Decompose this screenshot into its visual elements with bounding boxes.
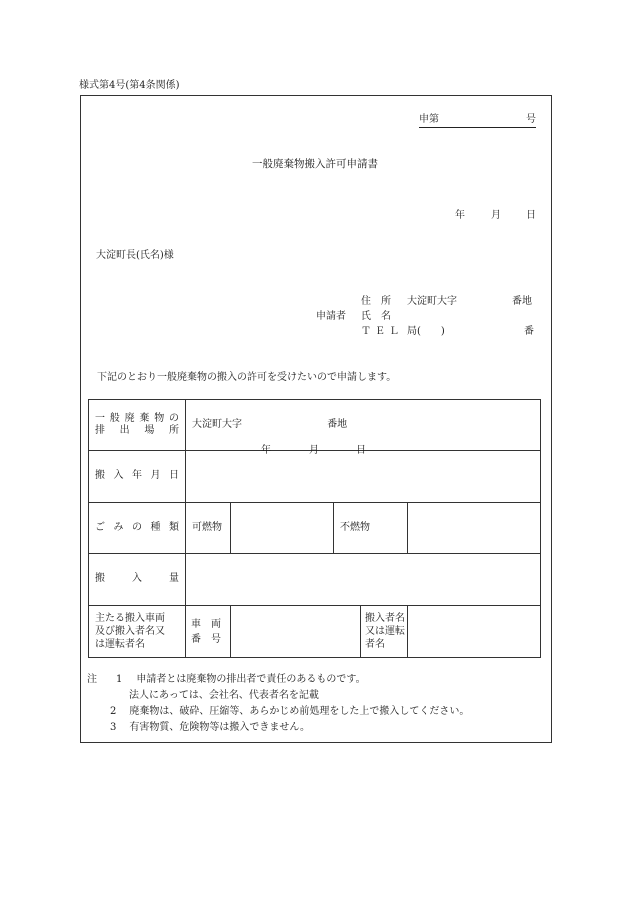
table-row-discharge: [89, 400, 541, 451]
vehicle-number-label: 車 両 番 号: [186, 606, 231, 658]
name-label: 氏 名: [361, 311, 391, 322]
tel-value: 局( ): [407, 326, 445, 337]
note-1: 注 1 申請者とは廃棄物の排出者で責任のあるものです。: [87, 674, 366, 685]
tel-suffix: 番: [524, 326, 534, 337]
discharge-value-cell: [186, 400, 541, 451]
amount-value-cell: [186, 554, 541, 606]
note-1-continued: 法人にあっては、会社名、代表者名を記載: [129, 690, 319, 701]
tel-label: ＴＥＬ: [361, 326, 403, 337]
application-number: [419, 115, 536, 128]
discharge-suffix: 番地: [327, 418, 348, 430]
application-number-prefix: 申第: [419, 114, 439, 125]
applicant-label: 申請者: [316, 311, 346, 322]
application-number-suffix: 号: [526, 114, 536, 125]
table-date-month: 月: [309, 445, 319, 456]
table-row-vehicle: [89, 606, 541, 658]
table-date-day: 日: [356, 445, 366, 456]
noncombustible-value: [408, 503, 541, 554]
carrier-label: 搬入者名 又は運転 者名: [361, 606, 408, 658]
discharge-label-cell: 一般廃棄物の 排出場所: [89, 400, 186, 451]
vehicle-label-cell: 主たる搬入車両 及び搬入者名又 は運転者名: [89, 606, 186, 658]
address-suffix: 番地: [512, 296, 532, 307]
table-date-year: 年: [261, 445, 271, 456]
waste-label-cell: ごみの種類: [89, 503, 186, 554]
date-value-cell: [186, 445, 541, 503]
address-value: 大淀町大字: [407, 296, 457, 307]
document-title: 一般廃棄物搬入許可申請書: [252, 158, 378, 170]
discharge-value: 大淀町大字: [192, 418, 242, 430]
noncombustible-label: 不燃物: [334, 503, 408, 554]
carrier-value: [408, 606, 541, 658]
date-month: 月: [491, 210, 501, 221]
table-row-waste: [89, 503, 541, 554]
date-label-cell: 搬入年月日: [89, 451, 186, 503]
combustible-label: 可燃物: [186, 503, 231, 554]
combustible-value: [231, 503, 334, 554]
amount-label-cell: 搬入量: [89, 554, 186, 606]
table-row-date: [89, 451, 541, 503]
intro-text: 下記のとおり一般廃棄物の搬入の許可を受けたいので申請します。: [97, 372, 397, 383]
form-number-label: 様式第4号(第4条関係): [79, 80, 180, 91]
application-table: [88, 399, 541, 658]
date-year: 年: [455, 210, 465, 221]
vehicle-number-value: [231, 606, 361, 658]
date-day: 日: [526, 210, 536, 221]
note-2: 2 廃棄物は、破砕、圧縮等、あらかじめ前処理をした上で搬入してください。: [110, 706, 470, 717]
notes: [87, 672, 469, 736]
note-3: 3 有害物質、危険物等は搬入できません。: [110, 722, 310, 733]
table-row-amount: [89, 554, 541, 606]
address-label: 住 所: [361, 296, 391, 307]
addressee: 大淀町長(氏名)様: [96, 250, 174, 261]
